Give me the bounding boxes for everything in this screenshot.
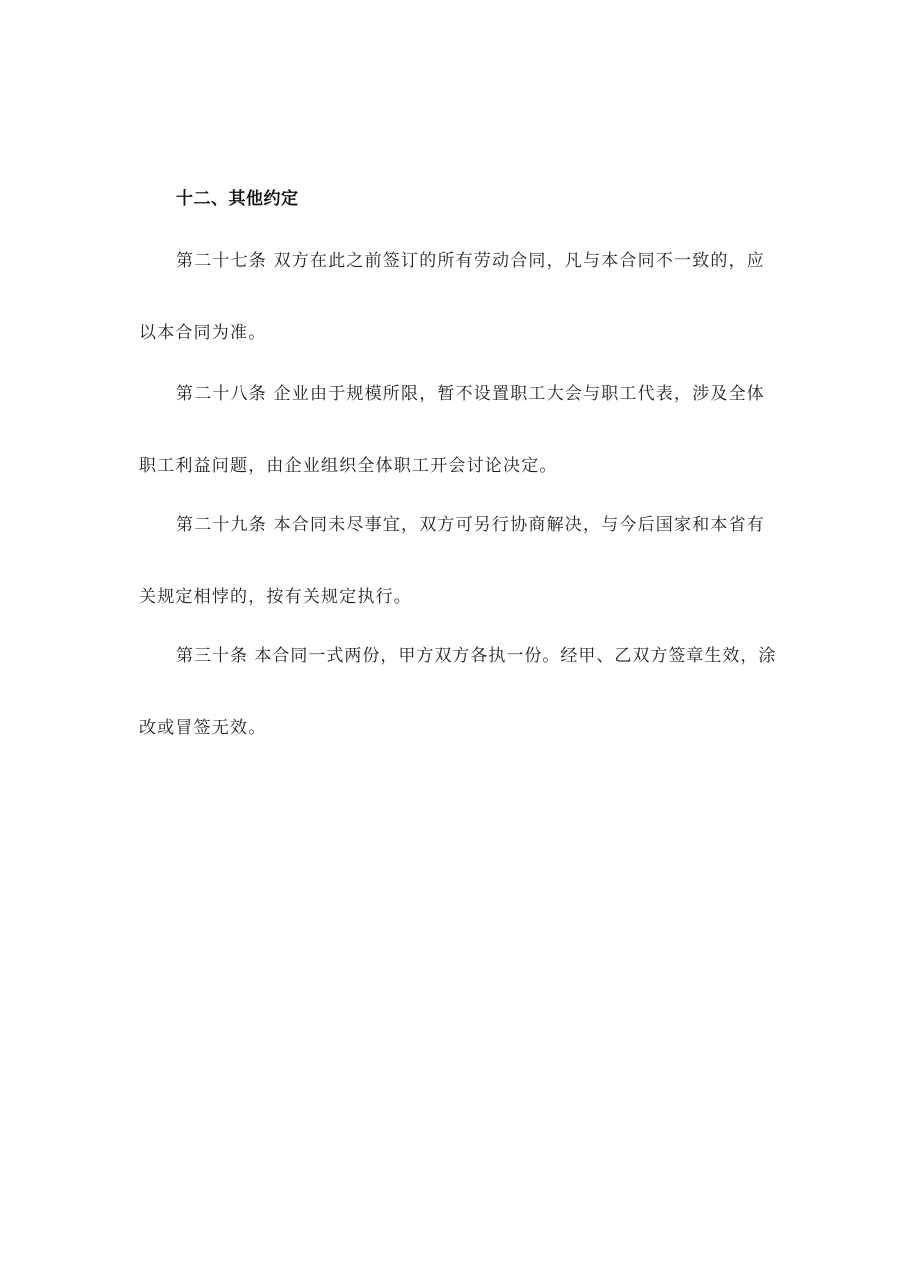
article-28-line-2: 职工利益问题，由企业组织全体职工开会讨论决定。 (139, 456, 558, 476)
article-29-line-1: 第二十九条 本合同未尽事宜，双方可另行协商解决，与今后国家和本省有 (176, 515, 766, 535)
article-27-line-2: 以本合同为准。 (139, 323, 267, 343)
section-heading: 十二、其他约定 (176, 189, 299, 209)
article-30-line-1: 第三十条 本合同一式两份，甲方双方各执一份。经甲、乙双方签章生效，涂 (176, 646, 777, 666)
article-30-line-2: 改或冒签无效。 (139, 718, 267, 738)
article-27-line-1: 第二十七条 双方在此之前签订的所有劳动合同，凡与本合同不一致的，应 (176, 251, 766, 271)
article-28-line-1: 第二十八条 企业由于规模所限，暂不设置职工大会与职工代表，涉及全体 (176, 384, 766, 404)
article-29-line-2: 关规定相悖的，按有关规定执行。 (139, 587, 412, 607)
